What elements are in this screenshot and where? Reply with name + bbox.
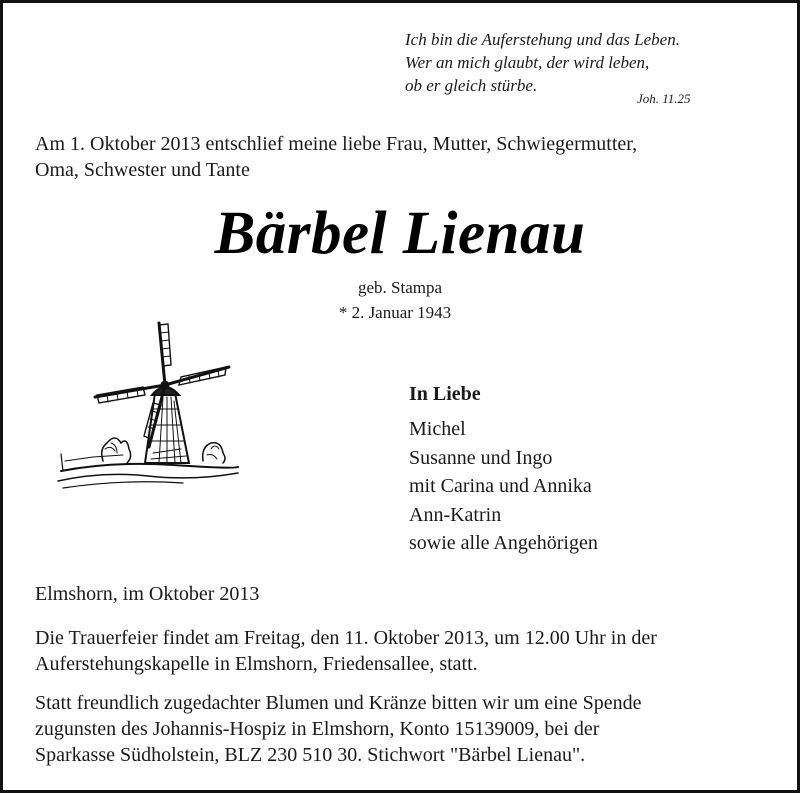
funeral-line: Die Trauerfeier findet am Freitag, den 11. Oktober 2013, um 12.00 Uhr in der bbox=[35, 627, 657, 649]
verse-reference: Joh. 11.25 bbox=[637, 91, 691, 106]
funeral-line: Auferstehungskapelle in Elmshorn, Friedensallee, statt. bbox=[35, 653, 478, 675]
intro-line: Oma, Schwester und Tante bbox=[35, 159, 250, 181]
mourner-name: sowie alle Angehörigen bbox=[409, 532, 598, 554]
verse-line: Ich bin die Auferstehung und das Leben. bbox=[405, 30, 680, 49]
donation-line: zugunsten des Johannis-Hospiz in Elmshorn, Konto 15139009, bei der bbox=[35, 718, 600, 740]
birth-date: * 2. Januar 1943 bbox=[338, 303, 452, 322]
maiden-name: geb. Stampa bbox=[357, 278, 443, 297]
donation-line: Statt freundlich zugedachter Blumen und Kränze bitten wir um eine Spende bbox=[35, 692, 642, 714]
verse-line: ob er gleich stürbe. bbox=[405, 76, 538, 95]
mourner-name: Michel bbox=[409, 418, 466, 440]
bible-verse bbox=[405, 28, 680, 97]
donation-line: Sparkasse Südholstein, BLZ 230 510 30. Stichwort "Bärbel Lienau". bbox=[35, 744, 586, 766]
windmill-icon bbox=[53, 321, 243, 496]
verse-line: Wer an mich glaubt, der wird leben, bbox=[405, 53, 650, 72]
donation-info bbox=[35, 690, 641, 768]
mourner-name: Ann-Katrin bbox=[409, 503, 502, 526]
deceased-name: Bärbel Lienau bbox=[214, 200, 586, 267]
mourners-list bbox=[409, 415, 598, 558]
mourner-name: Susanne und Ingo bbox=[409, 446, 553, 469]
intro-line: Am 1. Oktober 2013 entschlief meine liebe Frau, Mutter, Schwiegermutter, bbox=[35, 133, 638, 155]
place-date: Elmshorn, im Oktober 2013 bbox=[35, 583, 260, 605]
funeral-info bbox=[35, 625, 657, 677]
intro-text bbox=[35, 131, 637, 183]
mourners-heading: In Liebe bbox=[409, 383, 481, 405]
mourner-name: mit Carina und Annika bbox=[409, 475, 592, 497]
